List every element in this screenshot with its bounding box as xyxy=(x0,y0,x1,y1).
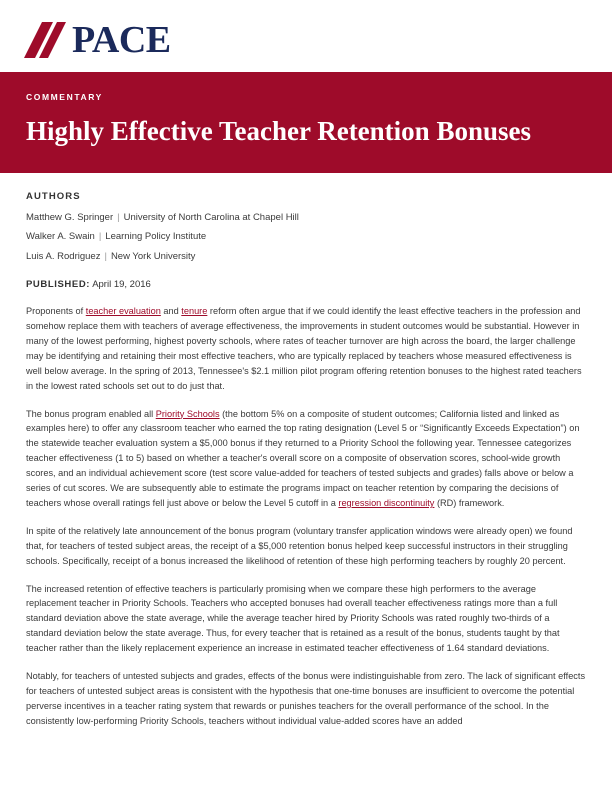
para1-text-b: and xyxy=(160,306,182,317)
published-line xyxy=(26,279,586,290)
author-separator: | xyxy=(98,231,102,243)
body-paragraph-3: In spite of the relatively late announcement of the bonus program (voluntary transfer application windows were already open) we found that, for teachers of tested subject areas, the receipt of a $5,000 retention bonus helped keep successful instructors in their struggling schools. Specifically, receipt of a bonus increased the likelihood of retention of these high performing teachers by roughly 20 percent. xyxy=(26,525,573,566)
pace-logo[interactable] xyxy=(22,18,612,62)
tenure-link[interactable]: tenure xyxy=(181,306,208,317)
pace-wordmark: PACE xyxy=(72,19,171,61)
logo-band xyxy=(0,0,612,72)
published-label: PUBLISHED: xyxy=(26,279,91,291)
author-affiliation: University of North Carolina at Chapel Hill xyxy=(123,212,299,224)
author-row xyxy=(26,251,586,263)
main-content xyxy=(0,173,612,729)
author-row xyxy=(26,212,586,224)
para1-text-c: reform often argue that if we could identify the least effective teachers in the profession and somehow replace them with teachers of average effectiveness, the improvements in student outcomes would be substantial. However in many of the lowest performing, highest poverty schools, where rates of teacher turnover are high across the board, the larger challenge may be identifying and retaining their most effective teachers, who are typically replaced by teachers whose measured effectiveness is well below average. In the spring of 2013, Tennessee's $2.1 million pilot program offering retention bonuses to the highest rated teachers in the lowest rated schools set out to do just that. xyxy=(26,306,582,391)
body-paragraph-1 xyxy=(26,304,586,393)
priority-schools-link[interactable]: Priority Schools xyxy=(155,408,220,419)
author-separator: | xyxy=(104,250,107,262)
author-separator: | xyxy=(117,212,120,224)
para2-text-c: (RD) framework. xyxy=(434,497,505,508)
body-paragraph-4: The increased retention of effective teachers is particularly promising when we compare these high performers to the average replacement teacher in Priority Schools. Teachers who accepted bonuses had overall teacher effectiveness ratings more than a full standard deviation above the state average, while the average teacher hired by Priority Schools was rated roughly two-thirds of a standard deviation below the state average. Thus, for every teacher that is retained as a result of the bonus, students taught by that teacher rather than the likely replacement experience an increase in estimated teacher effectiveness of 1.64 standard deviations. xyxy=(26,583,560,654)
author-affiliation: New York University xyxy=(110,250,196,262)
author-row xyxy=(26,231,586,243)
regression-discontinuity-link[interactable]: regression discontinuity xyxy=(338,497,435,508)
body-paragraph-5: Notably, for teachers of untested subjects and grades, effects of the bonus were indistinguishable from zero. The lack of significant effects for teachers of untested subject areas is consistent with the hypothesis that one-time bonuses are insufficient to overcome the potential perverse incentives in a teacher rating system that rewards or punishes teachers for the overall performance of the school. In the consistently low-performing Priority Schools, teachers without individual value-added scores have an added xyxy=(26,671,586,726)
page-title: Highly Effective Teacher Retention Bonuses xyxy=(26,116,531,146)
pace-chevron-mark-icon xyxy=(22,20,66,60)
authors-label: AUTHORS xyxy=(26,191,81,203)
author-affiliation: Learning Policy Institute xyxy=(105,231,207,243)
para1-text-a: Proponents of xyxy=(26,306,86,317)
hero-kicker: COMMENTARY xyxy=(26,92,103,102)
para2-text-b: (the bottom 5% on a composite of student outcomes; California listed and linked as examples here) to offer any classroom teacher who earned the top rating designation (Level 5 or “Significantly Exceeds Expectation”) on the statewide teacher evaluation system a $5,000 bonus if they returned to a Priority School the following year. Tennessee categorizes teacher effectiveness (1 to 5) based on whether a teacher's overall score on a composite of observation scores, school-wide growth scores, and an individual achievement score (test score value-added for teachers of tested subjects and grades) falls above or below a series of cut scores. We are subsequently able to estimate the programs impact on teacher retention by comparing the decisions of teachers whose overall ratings fell just above or below the Level 5 cutoff in a xyxy=(26,408,580,508)
author-name: Walker A. Swain xyxy=(26,231,95,243)
para2-text-a: The bonus program enabled all xyxy=(26,408,156,419)
hero-header xyxy=(0,72,612,173)
teacher-evaluation-link[interactable]: teacher evaluation xyxy=(85,306,161,317)
published-date: April 19, 2016 xyxy=(92,279,151,291)
body-paragraph-2 xyxy=(26,407,586,511)
author-name: Luis A. Rodriguez xyxy=(26,250,101,262)
author-name: Matthew G. Springer xyxy=(26,212,114,224)
